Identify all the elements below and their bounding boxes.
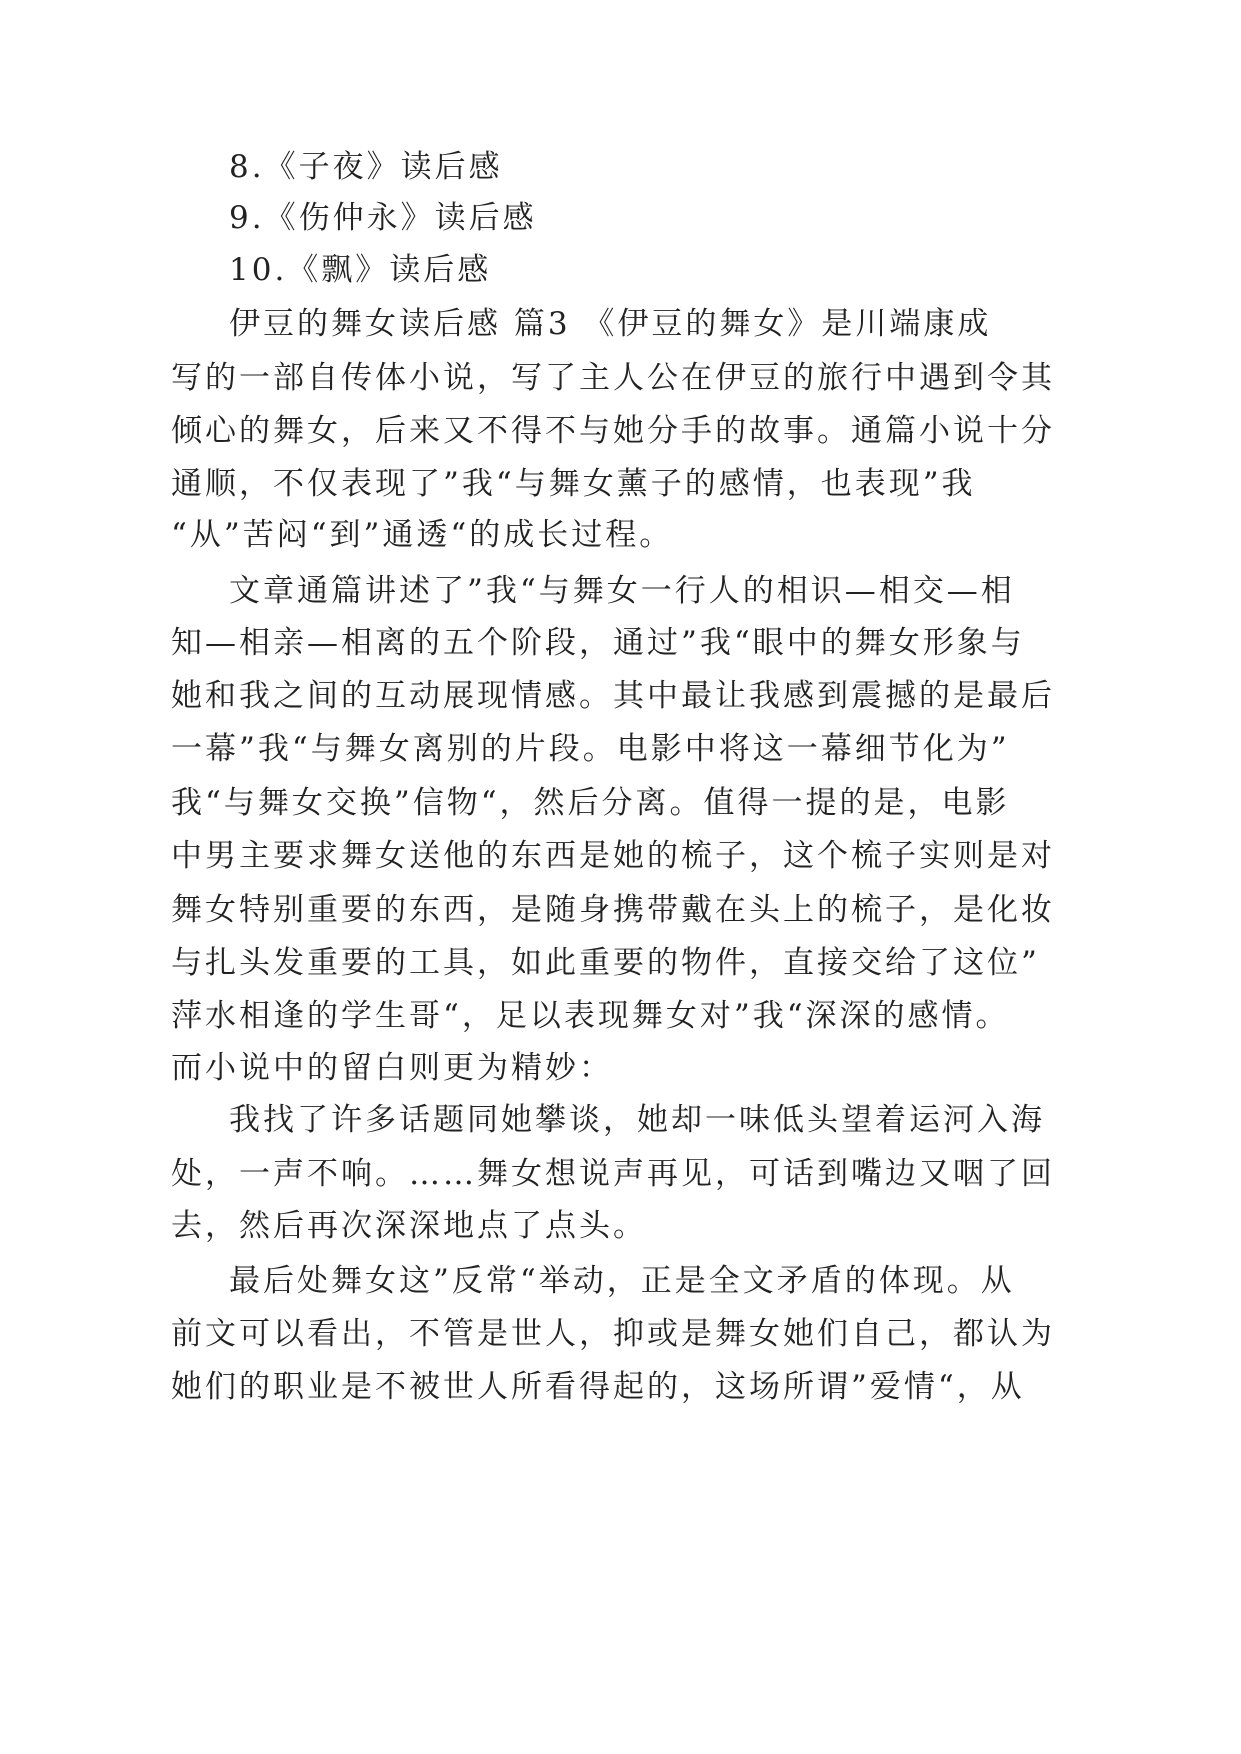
paragraph-line: 一幕”我“与舞女离别的片段。电影中将这一幕细节化为”	[171, 731, 1010, 767]
paragraph-line: 舞女特别重要的东西，是随身携带戴在头上的梳子，是化妆	[171, 892, 1055, 928]
paragraph-line: 前文可以看出，不管是世人，抑或是舞女她们自己，都认为	[171, 1316, 1055, 1352]
list-item-10: 10.《飘》读后感	[229, 252, 492, 288]
paragraph-line: 我“与舞女交换”信物“，然后分离。值得一提的是，电影	[171, 785, 1010, 821]
paragraph-line: 她和我之间的互动展现情感。其中最让我感到震撼的是最后	[171, 678, 1055, 714]
paragraph-line: 萍水相逢的学生哥“，足以表现舞女对”我“深深的感情。	[171, 998, 1010, 1034]
list-item-8: 8.《子夜》读后感	[229, 149, 503, 185]
paragraph-line: 倾心的舞女，后来又不得不与她分手的故事。通篇小说十分	[171, 413, 1055, 449]
list-item-9: 9.《伤仲永》读后感	[229, 200, 537, 236]
quote-line: 我找了许多话题同她攀谈，她却一味低头望着运河入海	[229, 1102, 1045, 1138]
quote-line: 处，一声不响。……舞女想说声再见，可话到嘴边又咽了回	[171, 1156, 1055, 1192]
paragraph-line: 知—相亲—相离的五个阶段，通过”我“眼中的舞女形象与	[171, 625, 1025, 661]
paragraph-line: 与扎头发重要的工具，如此重要的物件，直接交给了这位”	[171, 945, 1040, 981]
paragraph-line: 她们的职业是不被世人所看得起的，这场所谓”爱情“，从	[171, 1369, 1025, 1405]
paragraph-line: 中男主要求舞女送他的东西是她的梳子，这个梳子实则是对	[171, 838, 1055, 874]
paragraph-line: 最后处舞女这”反常“举动，正是全文矛盾的体现。从	[229, 1263, 1015, 1299]
paragraph-line: 写的一部自传体小说，写了主人公在伊豆的旅行中遇到令其	[171, 360, 1055, 396]
paragraph-line: 文章通篇讲述了”我“与舞女一行人的相识—相交—相	[229, 573, 1015, 609]
paragraph-line: 而小说中的留白则更为精妙：	[171, 1050, 613, 1086]
section-heading-line: 伊豆的舞女读后感 篇3 《伊豆的舞女》是川端康成	[229, 306, 992, 342]
paragraph-line: “从”苦闷“到”通透“的成长过程。	[171, 517, 674, 553]
quote-line: 去，然后再次深深地点了点头。	[171, 1208, 647, 1244]
paragraph-line: 通顺，不仅表现了”我“与舞女薰子的感情，也表现”我	[171, 466, 976, 502]
